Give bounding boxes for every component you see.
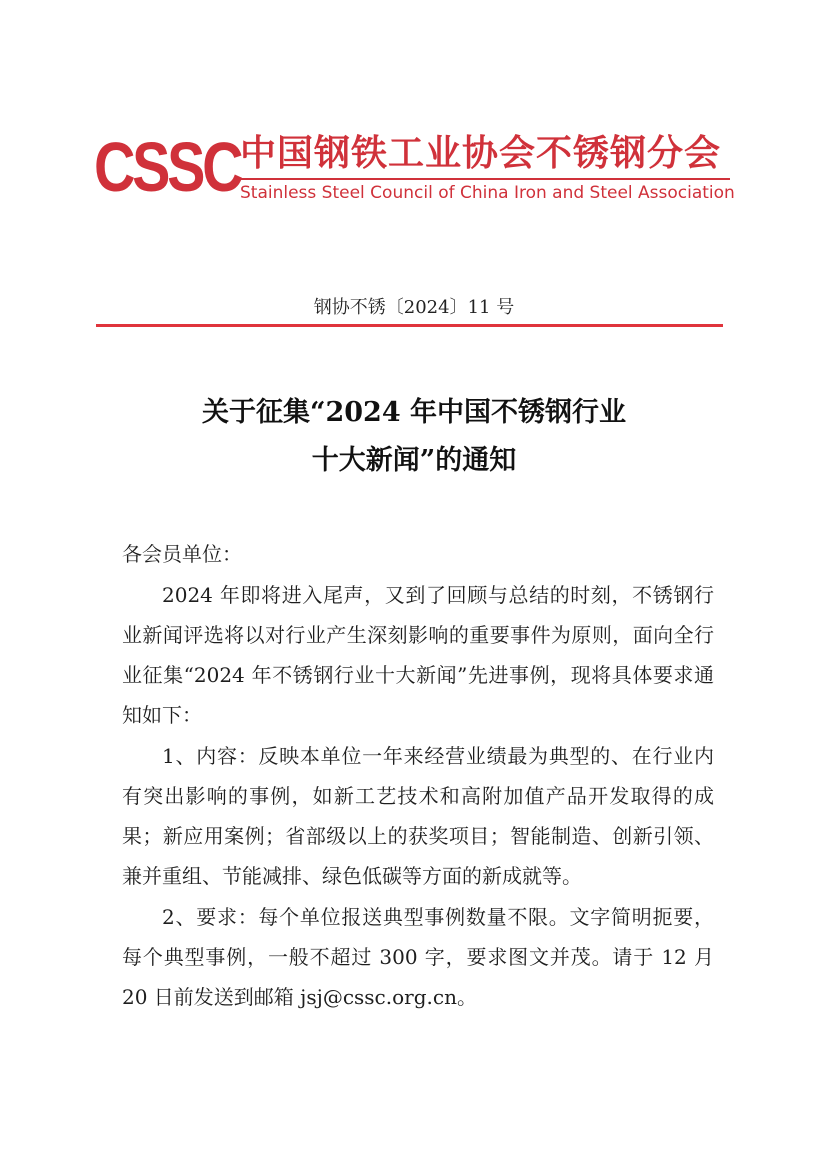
red-header-rule — [96, 324, 723, 327]
letterhead-divider — [240, 178, 730, 180]
document-title-line-2: 十大新闻”的通知 — [311, 445, 517, 476]
letterhead — [94, 128, 734, 208]
salutation: 各会员单位： — [122, 542, 242, 566]
organization-name-english: Stainless Steel Council of China Iron and Steel Association — [240, 183, 735, 203]
paragraph-submission-requirement: 2、要求：每个单位报送典型事例数量不限。文字简明扼要，每个典型事例，一般不超过 300 字，要求图文并茂。请于 12 月 20 日前发送到邮箱 jsj@cssc.org.cn。 — [122, 905, 714, 1009]
paragraph-intro: 2024 年即将进入尾声，又到了回顾与总结的时刻，不锈钢行业新闻评选将以对行业产生深刻影响的重要事件为原则，面向全行业征集“2024 年不锈钢行业十大新闻”先进事例，现将具体要求通知如下： — [122, 583, 714, 727]
document-number: 钢协不锈〔2024〕11 号 — [313, 297, 515, 318]
document-title-line-1: 关于征集“2024 年中国不锈钢行业 — [201, 397, 627, 428]
paragraph-content-requirement: 1、内容：反映本单位一年来经营业绩最为典型的、在行业内有突出影响的事例，如新工艺技术和高附加值产品开发取得的成果；新应用案例；省部级以上的获奖项目；智能制造、创新引领、兼并重组、节能减排、绿色低碳等方面的新成就等。 — [122, 744, 714, 888]
organization-name-chinese: 中国钢铁工业协会不锈钢分会 — [240, 133, 722, 174]
cssc-logo: CSSC — [94, 128, 241, 206]
document-body — [122, 534, 714, 1018]
